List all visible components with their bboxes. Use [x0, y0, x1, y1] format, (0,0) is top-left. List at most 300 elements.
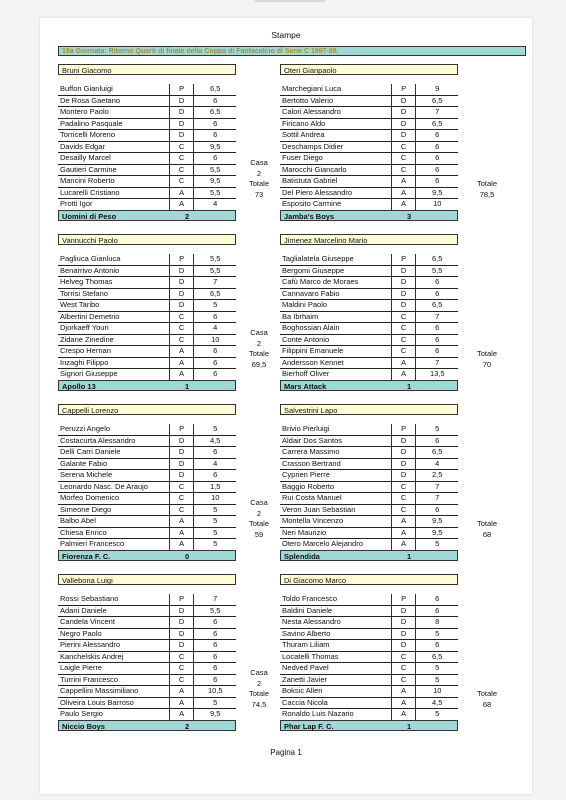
player-role: C: [391, 652, 416, 663]
team-name: Jamba's Boys: [284, 212, 335, 221]
player-vote: 6: [193, 346, 236, 357]
home-summary: [240, 328, 278, 370]
player-vote: 4,5: [415, 698, 458, 709]
player-name: Boksic Allen: [282, 686, 323, 695]
player-vote: 7: [415, 107, 458, 118]
player-vote: 6: [193, 663, 236, 674]
player-row: [58, 188, 236, 200]
player-row: [58, 459, 236, 471]
player-role: D: [391, 470, 416, 481]
player-name: Torrisi Stefano: [60, 288, 108, 298]
player-row: [58, 629, 236, 641]
player-row: [280, 606, 458, 618]
player-row: [280, 470, 458, 482]
player-name: Kanchelskis Andrej: [60, 651, 124, 661]
player-vote: 5: [193, 300, 236, 311]
player-row: [58, 266, 236, 278]
player-row: [58, 698, 236, 710]
player-name: Galante Fabio: [60, 458, 108, 468]
team-result-bar: [280, 380, 458, 391]
player-row: [280, 130, 458, 142]
casa-value: 2: [256, 168, 262, 178]
player-row: [280, 266, 458, 278]
player-vote: 5,5: [193, 254, 236, 265]
casa-value: 2: [256, 678, 262, 688]
player-list: [58, 424, 236, 551]
player-vote: 6: [415, 142, 458, 153]
player-vote: 5: [415, 629, 458, 640]
player-name: Djorkaeff Youri: [60, 323, 109, 332]
player-row: [58, 254, 236, 266]
player-vote: 6: [193, 652, 236, 663]
player-name: Benarrivo Antonio: [60, 265, 120, 275]
player-row: [280, 300, 458, 312]
player-vote: 5: [193, 698, 236, 709]
player-vote: 6: [193, 675, 236, 686]
player-vote: 6: [415, 346, 458, 357]
player-row: [58, 176, 236, 188]
player-row: [280, 447, 458, 459]
home-summary: [240, 668, 278, 710]
team-score: 1: [407, 382, 412, 391]
player-vote: 6: [415, 165, 458, 176]
home-total: 59: [254, 529, 264, 539]
player-role: C: [169, 323, 194, 334]
player-row: [58, 107, 236, 119]
player-role: A: [391, 516, 416, 527]
player-vote: 9,5: [193, 709, 236, 720]
player-name: Baldini Daniele: [282, 605, 333, 615]
player-row: [280, 629, 458, 641]
player-row: [280, 312, 458, 324]
player-role: C: [391, 675, 416, 686]
player-vote: 10: [415, 686, 458, 697]
player-vote: 6: [193, 629, 236, 640]
player-row: [58, 424, 236, 436]
player-row: [58, 675, 236, 687]
player-role: D: [391, 300, 416, 311]
player-name: Firicano Aldo: [282, 118, 326, 128]
player-vote: 13,5: [415, 369, 458, 380]
player-name: Balbo Abel: [60, 516, 96, 525]
player-role: A: [391, 188, 416, 199]
away-summary: [462, 689, 512, 710]
casa-value: 2: [256, 508, 262, 518]
home-summary: [240, 158, 278, 200]
team-name: Phar Lap F. C.: [284, 722, 334, 731]
player-name: Crasson Bertrand: [282, 458, 341, 468]
player-name: Pierini Alessandro: [60, 640, 121, 649]
player-row: [280, 493, 458, 505]
player-role: D: [169, 436, 194, 447]
player-row: [58, 335, 236, 347]
player-role: D: [169, 289, 194, 300]
totale-label: Totale: [248, 179, 269, 188]
player-row: [280, 153, 458, 165]
player-vote: 6: [193, 617, 236, 628]
player-row: [280, 165, 458, 177]
player-row: [280, 323, 458, 335]
player-vote: 4: [193, 459, 236, 470]
player-row: [58, 663, 236, 675]
player-role: C: [391, 323, 416, 334]
player-name: Thuram Liliam: [282, 640, 330, 649]
player-name: Caccia Nicola: [282, 697, 328, 707]
player-vote: 7: [193, 277, 236, 288]
player-vote: 7: [415, 493, 458, 504]
player-vote: 6: [193, 358, 236, 369]
player-list: [58, 594, 236, 721]
player-vote: 7: [415, 482, 458, 493]
home-team: [58, 574, 236, 731]
player-role: D: [169, 617, 194, 628]
coach-name: Salvestrini Lapo: [280, 404, 458, 415]
team-result-bar: [280, 210, 458, 221]
player-name: Albertini Demetrio: [60, 311, 120, 321]
player-row: [58, 312, 236, 324]
player-role: A: [169, 539, 194, 550]
player-vote: 7: [415, 312, 458, 323]
player-row: [58, 652, 236, 664]
player-name: Bergomi Giuseppe: [282, 265, 345, 275]
player-name: Adani Daniele: [60, 605, 107, 615]
player-role: A: [169, 686, 194, 697]
player-vote: 6,5: [415, 96, 458, 107]
player-name: Buffon Gianluigi: [60, 84, 113, 93]
player-vote: 6: [193, 130, 236, 141]
player-role: D: [391, 107, 416, 118]
player-role: D: [391, 277, 416, 288]
player-role: D: [169, 300, 194, 311]
player-name: De Rosa Gaetano: [60, 95, 121, 105]
player-row: [58, 539, 236, 551]
player-vote: 6: [415, 289, 458, 300]
player-vote: 10: [193, 335, 236, 346]
player-list: [280, 594, 458, 721]
coach-name: Di Giacomo Marco: [280, 574, 458, 585]
team-name: Uomini di Peso: [62, 212, 117, 221]
player-vote: 6: [193, 153, 236, 164]
player-role: C: [169, 153, 194, 164]
player-role: A: [391, 358, 416, 369]
team-result-bar: [58, 380, 236, 391]
team-score: 0: [185, 552, 190, 561]
match-block: [58, 404, 526, 574]
player-name: Conte Antonio: [282, 334, 330, 344]
player-role: D: [391, 119, 416, 130]
player-role: C: [391, 505, 416, 516]
player-name: Fuser Diego: [282, 153, 323, 162]
player-role: P: [391, 594, 416, 605]
player-vote: 6,5: [415, 447, 458, 458]
player-row: [58, 709, 236, 721]
player-role: D: [169, 459, 194, 470]
totale-label: Totale: [476, 179, 497, 188]
home-summary: [240, 498, 278, 540]
player-role: A: [391, 369, 416, 380]
player-vote: 5: [415, 709, 458, 720]
away-total: 68: [482, 529, 492, 539]
player-row: [58, 470, 236, 482]
round-banner: 19a Giornata: Ritorno Quarti di finale della Coppa di Fantacalcio di Serie C 1997-98.: [58, 46, 526, 56]
player-role: C: [169, 505, 194, 516]
player-row: [280, 617, 458, 629]
player-list: [58, 84, 236, 211]
player-vote: 6,5: [415, 652, 458, 663]
player-name: Montella Vincenzo: [282, 516, 344, 525]
player-name: Bierhoff Oliver: [282, 369, 330, 378]
player-role: C: [391, 312, 416, 323]
coach-name: Vallebona Luigi: [58, 574, 236, 585]
player-role: P: [169, 84, 194, 95]
player-name: Aldair Dos Santos: [282, 435, 343, 445]
player-row: [280, 436, 458, 448]
player-name: Filippini Emanuele: [282, 346, 344, 355]
player-row: [58, 617, 236, 629]
player-role: P: [169, 424, 194, 435]
player-vote: 9,5: [415, 516, 458, 527]
player-row: [280, 254, 458, 266]
player-name: Serena Michele: [60, 470, 113, 479]
home-total: 69,5: [251, 359, 267, 369]
player-role: D: [391, 96, 416, 107]
player-vote: 5: [415, 539, 458, 550]
player-vote: 5: [193, 424, 236, 435]
player-name: Rui Costa Manuel: [282, 493, 342, 502]
player-row: [58, 84, 236, 96]
team-result-bar: [280, 720, 458, 731]
player-role: D: [169, 606, 194, 617]
player-row: [58, 346, 236, 358]
player-name: Negro Paolo: [60, 628, 102, 638]
player-vote: 6: [415, 130, 458, 141]
player-name: Helveg Thomas: [60, 277, 113, 286]
player-row: [58, 130, 236, 142]
home-team: [58, 64, 236, 221]
player-row: [280, 84, 458, 96]
player-row: [280, 698, 458, 710]
player-role: C: [169, 165, 194, 176]
player-row: [280, 528, 458, 540]
player-row: [58, 358, 236, 370]
player-row: [58, 482, 236, 494]
page-top-rule: [255, 0, 325, 2]
player-name: Veron Juan Sebastian: [282, 504, 356, 514]
player-row: [58, 153, 236, 165]
home-team: [58, 404, 236, 561]
player-list: [280, 424, 458, 551]
player-row: [58, 447, 236, 459]
player-name: West Taribo: [60, 300, 100, 309]
player-role: A: [391, 709, 416, 720]
player-vote: 5,5: [193, 165, 236, 176]
player-role: A: [391, 539, 416, 550]
player-role: D: [169, 96, 194, 107]
player-name: Mancini Roberto: [60, 176, 115, 185]
player-role: D: [169, 107, 194, 118]
player-role: A: [169, 346, 194, 357]
totale-label: Totale: [476, 519, 497, 528]
player-vote: 6: [415, 640, 458, 651]
team-name: Fiorenza F. C.: [62, 552, 111, 561]
player-row: [280, 482, 458, 494]
player-name: Cappellini Massimiliano: [60, 686, 139, 695]
player-name: Costacurta Alessandro: [60, 435, 136, 445]
player-vote: 4: [415, 459, 458, 470]
team-score: 1: [407, 722, 412, 731]
player-role: C: [169, 675, 194, 686]
team-score: 2: [185, 212, 190, 221]
player-role: P: [391, 424, 416, 435]
player-row: [280, 96, 458, 108]
page-footer: Pagina 1: [270, 748, 302, 757]
player-name: Cafù Marco de Moraes: [282, 277, 359, 286]
player-role: A: [169, 358, 194, 369]
player-row: [58, 323, 236, 335]
player-vote: 9,5: [193, 176, 236, 187]
player-vote: 6,5: [193, 107, 236, 118]
player-name: Turrini Francesco: [60, 674, 119, 684]
player-name: Bertotto Valerio: [282, 95, 334, 105]
player-row: [58, 493, 236, 505]
player-list: [280, 84, 458, 211]
player-vote: 5: [193, 528, 236, 539]
player-row: [280, 640, 458, 652]
player-vote: 5: [415, 675, 458, 686]
coach-name: Cappelli Lorenzo: [58, 404, 236, 415]
player-name: Cyprien Pierre: [282, 470, 330, 479]
player-row: [58, 606, 236, 618]
team-score: 3: [407, 212, 412, 221]
player-name: Calori Alessandro: [282, 107, 341, 116]
player-row: [280, 709, 458, 721]
player-role: D: [169, 119, 194, 130]
player-row: [58, 300, 236, 312]
player-name: Carrera Massimo: [282, 447, 340, 456]
player-vote: 5: [193, 505, 236, 516]
player-name: Sottil Andrea: [282, 130, 325, 139]
casa-label: Casa: [250, 328, 268, 337]
player-name: Andersson Kennet: [282, 357, 344, 367]
player-name: Oliveira Louis Barroso: [60, 697, 134, 707]
player-name: Morfeo Domenico: [60, 493, 120, 502]
coach-name: Jimenez Marcelino Mario: [280, 234, 458, 245]
player-role: A: [391, 686, 416, 697]
casa-label: Casa: [250, 498, 268, 507]
home-total: 74,5: [251, 699, 267, 709]
player-role: D: [391, 640, 416, 651]
player-name: Ronaldo Luis Nazario: [282, 709, 354, 718]
printed-page: [40, 18, 532, 794]
player-role: C: [169, 312, 194, 323]
player-role: C: [169, 482, 194, 493]
player-name: Brivio Pierluigi: [282, 424, 330, 433]
player-vote: 6,5: [193, 289, 236, 300]
team-result-bar: [58, 550, 236, 561]
team-result-bar: [58, 210, 236, 221]
player-row: [58, 436, 236, 448]
player-vote: 4: [193, 199, 236, 210]
player-row: [280, 119, 458, 131]
player-row: [280, 176, 458, 188]
totale-label: Totale: [476, 689, 497, 698]
player-row: [280, 358, 458, 370]
player-name: Davids Edgar: [60, 141, 106, 151]
player-vote: 10: [193, 493, 236, 504]
player-role: C: [391, 335, 416, 346]
player-name: Desailly Marcel: [60, 153, 111, 162]
player-name: Del Piero Alessandro: [282, 187, 353, 197]
player-vote: 2,5: [415, 470, 458, 481]
casa-label: Casa: [250, 158, 268, 167]
match-block: [58, 574, 526, 744]
player-vote: 6: [193, 96, 236, 107]
player-vote: 6,5: [415, 254, 458, 265]
player-role: D: [169, 266, 194, 277]
player-role: P: [391, 84, 416, 95]
away-summary: [462, 179, 512, 200]
player-vote: 6: [193, 312, 236, 323]
player-name: Gautieri Carmine: [60, 164, 117, 174]
player-row: [280, 686, 458, 698]
player-row: [280, 199, 458, 211]
player-name: Ba Ibrhaim: [282, 311, 319, 321]
player-role: P: [169, 594, 194, 605]
player-row: [280, 539, 458, 551]
player-row: [58, 594, 236, 606]
home-team: [58, 234, 236, 391]
player-vote: 9,5: [415, 528, 458, 539]
away-summary: [462, 349, 512, 370]
totale-label: Totale: [248, 519, 269, 528]
player-role: C: [169, 142, 194, 153]
player-name: Paulo Sergio: [60, 709, 103, 718]
player-row: [58, 119, 236, 131]
player-vote: 6: [415, 505, 458, 516]
player-row: [58, 528, 236, 540]
player-role: D: [169, 277, 194, 288]
player-vote: 6: [193, 119, 236, 130]
player-vote: 6: [415, 323, 458, 334]
home-total: 73: [254, 189, 264, 199]
player-vote: 10: [415, 199, 458, 210]
player-role: A: [169, 199, 194, 210]
player-role: A: [391, 698, 416, 709]
player-role: C: [169, 335, 194, 346]
player-role: D: [391, 606, 416, 617]
player-role: D: [391, 459, 416, 470]
player-name: Taglialatela Giuseppe: [282, 254, 354, 263]
away-team: [280, 574, 458, 731]
player-vote: 5,5: [193, 266, 236, 277]
player-role: A: [169, 709, 194, 720]
player-vote: 8: [415, 617, 458, 628]
player-name: Marocchi Giancarlo: [282, 164, 347, 174]
player-role: A: [169, 528, 194, 539]
player-row: [280, 663, 458, 675]
player-name: Zidane Zinedine: [60, 334, 114, 344]
player-row: [58, 199, 236, 211]
player-name: Candela Vincent: [60, 617, 115, 626]
player-role: D: [391, 130, 416, 141]
player-row: [58, 640, 236, 652]
player-row: [280, 142, 458, 154]
player-name: Crespo Hernan: [60, 346, 111, 355]
player-row: [58, 289, 236, 301]
player-role: C: [169, 176, 194, 187]
player-role: C: [391, 142, 416, 153]
match-block: [58, 234, 526, 404]
